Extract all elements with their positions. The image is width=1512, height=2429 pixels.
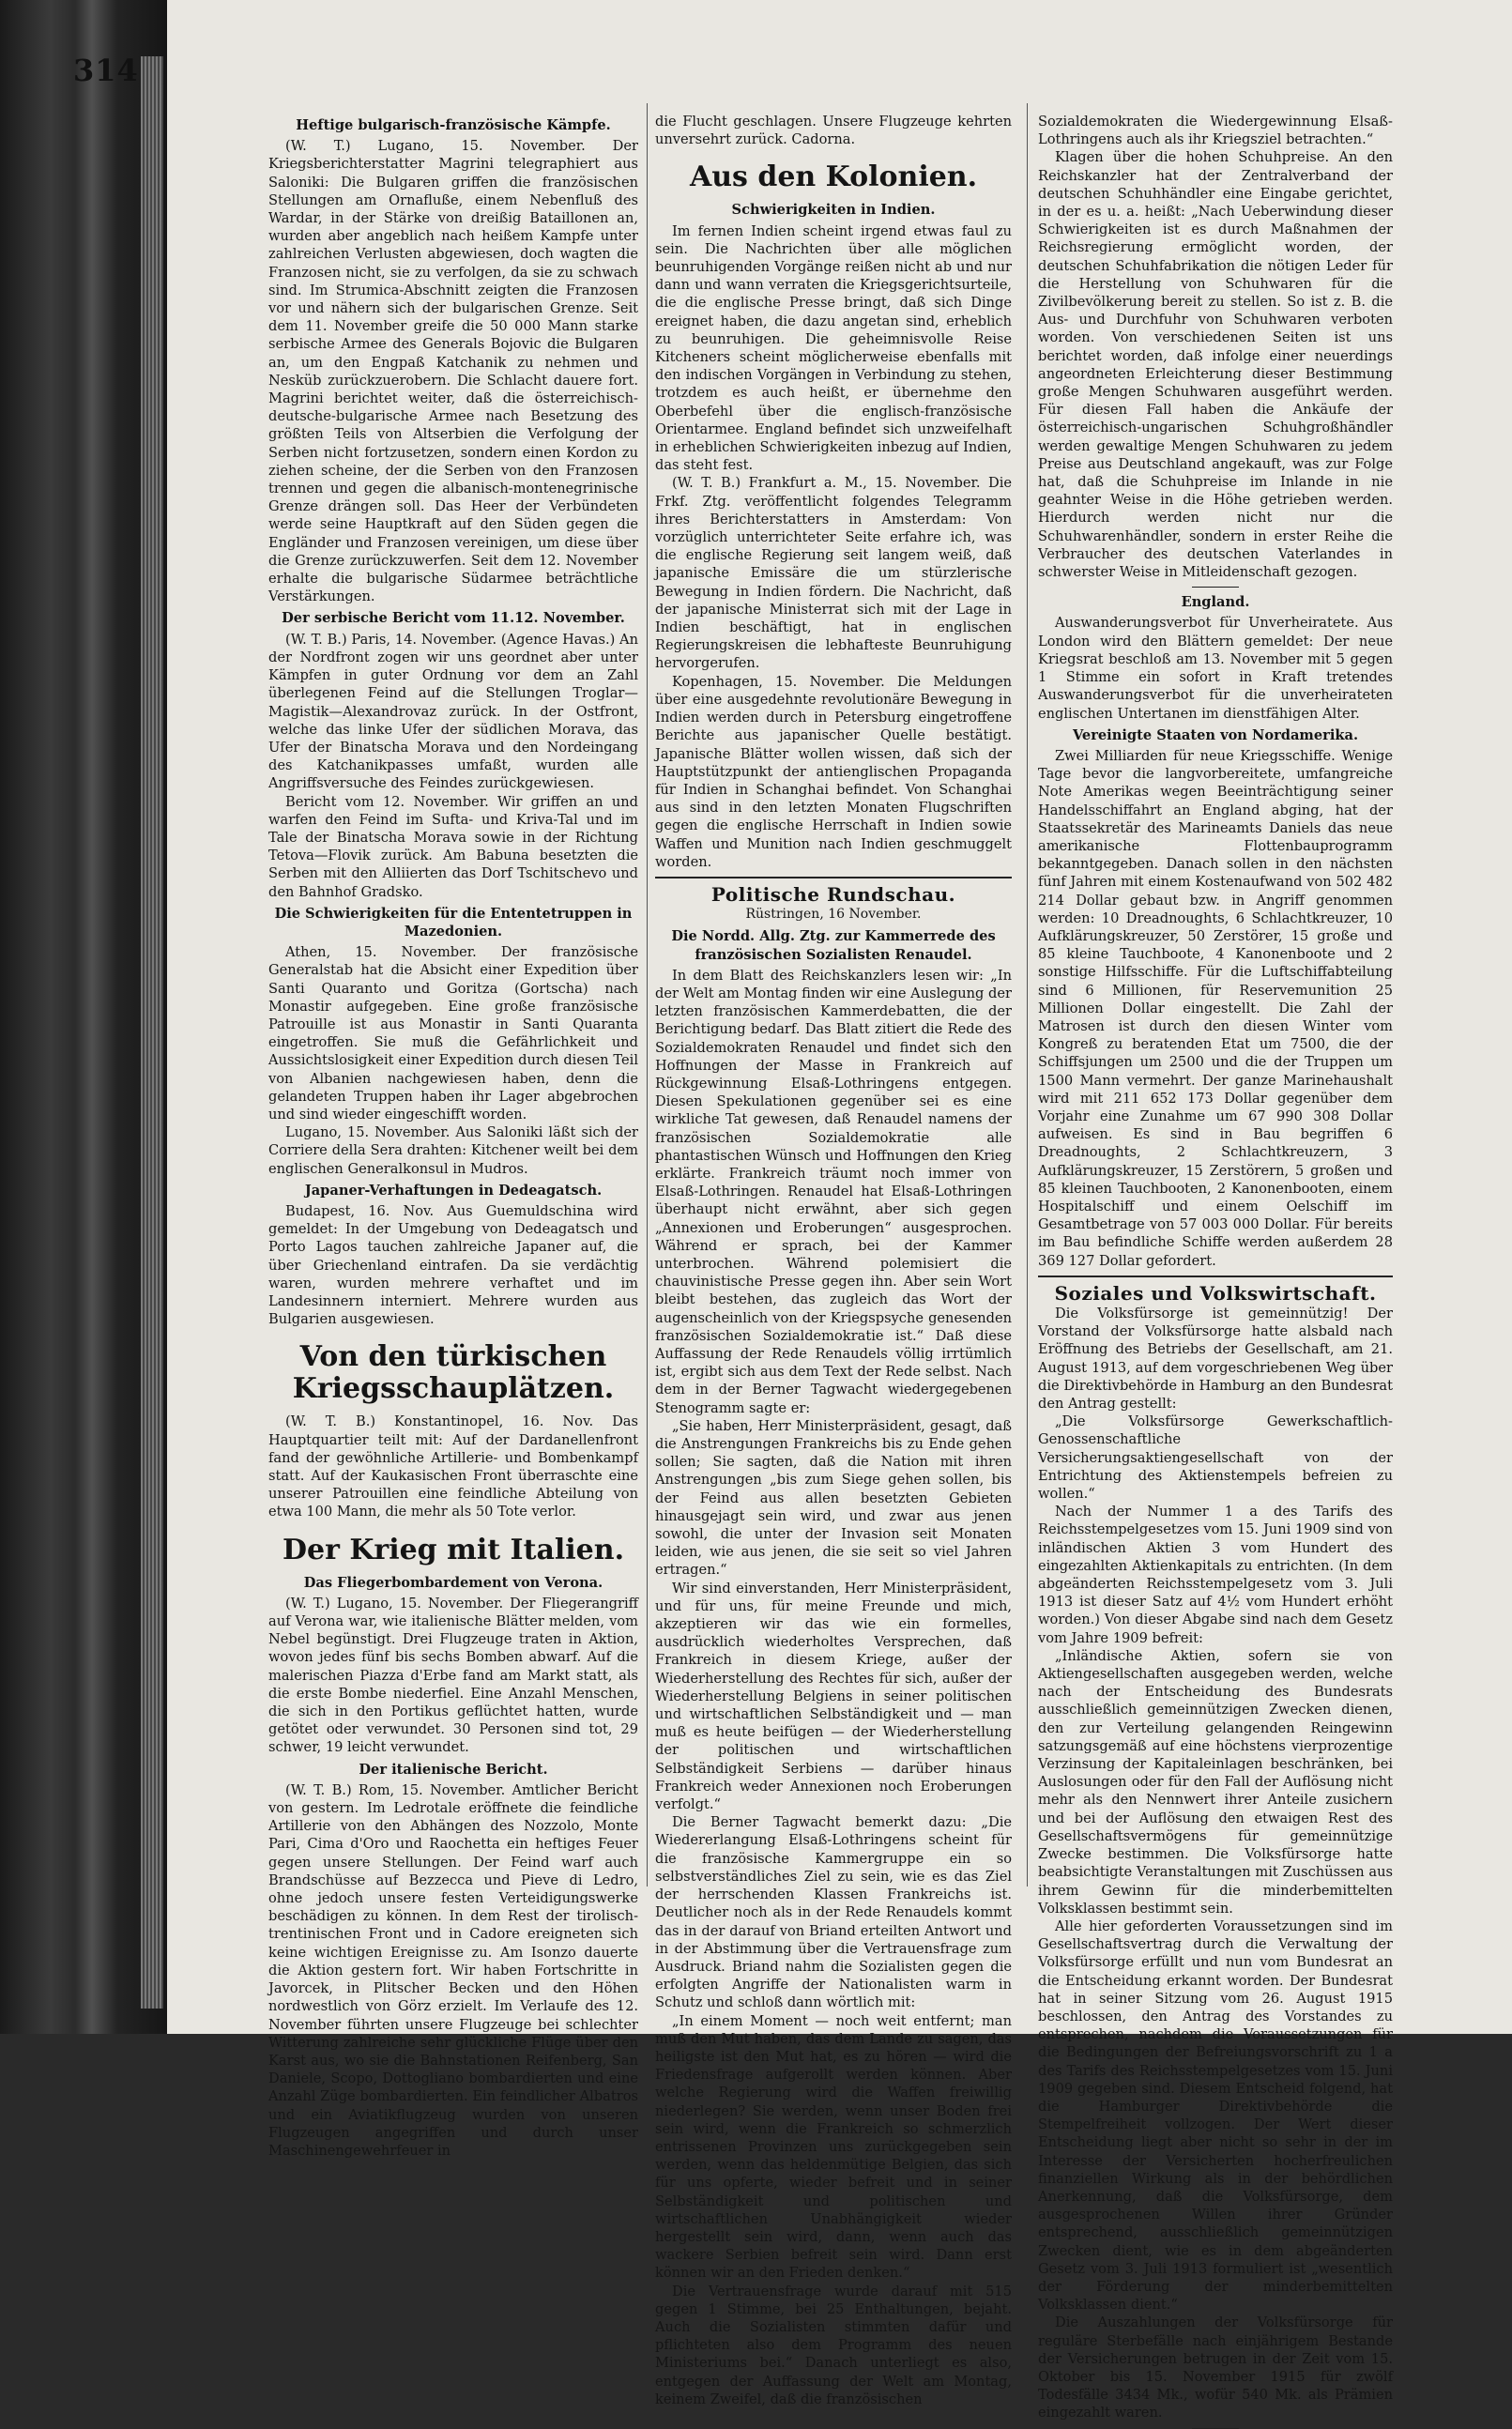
article-paragraph: (W. T. B.) Rom, 15. November. Amtlicher Bericht von gestern. Im Ledrotale eröffnete die feindliche Artillerie von den Abhängen des Nozzolo, Monte Pari, Cima d'Oro und Raochetta ein heftiges Feuer gegen unsere Stellungen. Der Feind warf auch Brandschüsse auf Bezzecca und Pieve di Ledro, ohne jedoch unsere festen Verteidigungswerke beschädigen zu können. In dem Rest der tirolisch-trentinischen Front und in Cadore ereigneten sich keine wichtigen Ereignisse zu. Am Isonzo dauerte die Aktion gestern fort. Wir haben Fortschritte in Javorcek, in Plitscher Becken und den Höhen nordwestlich von Görz erzielt. Im Verlaufe des 12. November führten unsere Flugzeuge bei schlechter Witterung zahlreiche sehr glückliche Flüge über den Karst aus, wo sie die Bahnstationen Reifenberg, San Daniele, Scopo, Dottogliano bombardierten und eine Anzahl Züge bombardierten. Ein feindlicher Albatros und ein Aviatikflugzeug wurden von unseren Flugzeugen angegriffen und durch unser Maschinengewehrfeuer in — [268, 1781, 638, 2159]
article-paragraph: die Flucht geschlagen. Unsere Flugzeuge kehrten unversehrt zurück. Cadorna. — [655, 114, 1012, 148]
article-paragraph: Die Auszahlungen der Volksfürsorge für reguläre Sterbefälle nach einjährigem Bestande der Versicherungen betrugen in der Zeit vom 15. Oktober bis 15. November 1915 für zwölf Todesfälle 3434 Mk., wofür 540 Mk. als Prämien eingezahlt waren. — [1038, 2314, 1393, 2421]
article-paragraph: (W. T.) Lugano, 15. November. Der Fliegerangriff auf Verona war, wie italienische Blätter melden, vom Nebel begünstigt. Drei Flugzeuge traten in Aktion, wovon jedes fünf bis sechs Bomben abwarf. Auf die malerischen Piazza d'Erbe fand am Markt statt, als die erste Bombe niederfiel. Eine Anzahl Menschen, die sich in den Portikus geflüchtet hatten, wurde getötet oder verwundet. 30 Personen sind tot, 29 schwer, 19 leicht verwundet. — [268, 1595, 638, 1756]
column-1 — [268, 113, 638, 2159]
article-paragraph: Sozialdemokraten die Wiedergewinnung Elsaß-Lothringens auch als ihr Kriegsziel betrachten.“ — [1038, 114, 1393, 148]
headline: England. — [1181, 594, 1250, 611]
headline: Japaner-Verhaftungen in Dedeagatsch. — [304, 1182, 603, 1199]
section-divider — [1038, 1276, 1393, 1277]
newspaper-page — [73, 0, 1512, 2421]
article-paragraph: (W. T. B.) Frankfurt a. M., 15. November. Die Frkf. Ztg. veröffentlicht folgendes Telegramm ihres Berichterstatters in Amsterdam: Von vorzüglich unterrichteter Seite erfahre ich, was die englische Regierung seit langem weiß, daß japanische Emissäre die um stürzlerische Bewegung in Indien fördern. Die Nachricht, daß der japanische Ministerrat sich mit der Lage in Indien beschäftigt, hat in englischen Regierungskreisen die lebhafteste Beunruhigung hervorgerufen. — [655, 475, 1012, 672]
headline: Die Nordd. Allg. Ztg. zur Kammerrede des französischen Sozialisten Renaudel. — [671, 928, 996, 963]
section-title: Von den türkischen Kriegsschauplätzen. — [292, 1340, 615, 1406]
article-paragraph: Bericht vom 12. November. Wir griffen an und warfen den Feind im Sufta- und Kriva-Tal und im Tale der Binatscha Morava sowie in der Richtung Tetova—Flovik zurück. Am Babuna besetzten die Serben mit den Alliierten das Dorf Tschitschevo und den Bahnhof Gradsko. — [268, 793, 638, 900]
article-paragraph: Budapest, 16. Nov. Aus Guemuldschina wird gemeldet: In der Umgebung von Dedeagatsch und Porto Lagos tauchen zahlreiche Japaner auf, die über Griechenland eintrafen. Da sie verdächtig waren, wurden mehrere verhaftet und im Landesinnern interniert. Mehrere wurden aus Bulgarien ausgewiesen. — [268, 1202, 638, 1328]
headline: Vereinigte Staaten von Nordamerika. — [1072, 726, 1359, 743]
headline: Schwierigkeiten in Indien. — [731, 202, 936, 219]
article-paragraph: „Inländische Aktien, sofern sie von Aktiengesellschaften ausgegeben werden, welche nach der Entscheidung des Bundesrats ausschließlich gemeinnützigen Zwecken dienen, den zur Verteilung gelangenden Reingewinn satzungsgemäß auf eine höchstens vierprozentige Verzinsung der Kapitaleinlagen beschränken, bei Auslosungen oder für den Fall der Auflösung nicht mehr als den Nennwert ihrer Anteile zusichern und bei der Auflösung den etwaigen Rest des Gesellschaftsvermögens für gemeinnützige Zwecke bestimmen. Die Volksfürsorge hatte beabsichtigte Veranstaltungen mit Zuschüssen aus ihrem Gewinn für die minderbemittelten Volksklassen bestimmt sein. — [1038, 1647, 1393, 1917]
article-paragraph: „Die Volksfürsorge Gewerkschaftlich-Genossenschaftliche Versicherungsaktiengesellschaft von der Entrichtung des Aktienstempels befreien zu wollen.“ — [1038, 1413, 1393, 1503]
headline: Der italienische Bericht. — [359, 1761, 548, 1778]
divider — [1192, 2428, 1239, 2429]
column-3 — [1038, 113, 1393, 2421]
article-paragraph: Auswanderungsverbot für Unverheiratete. Aus London wird den Blättern gemeldet: Der neue Kriegsrat beschloß am 13. November mit 5 gegen 1 Stimme ein sofort in Kraft tretendes Auswanderungsverbot für die unverheirateten englischen Untertanen im dienstfähigen Alter. — [1038, 615, 1393, 722]
article-paragraph: Nach der Nummer 1 a des Tarifs des Reichsstempelgesetzes vom 15. Juni 1909 sind von inländischen Aktien 3 vom Hundert des eingezahlten Aktienkapitals zu entrichten. (In dem abgeänderten Reichsstempelgesetz vom 3. Juli 1913 ist dieser Satz auf 4½ vom Hundert erhöht worden.) Von dieser Abgabe sind nach dem Gesetz vom Jahre 1909 befreit: — [1038, 1504, 1393, 1646]
column-rule — [647, 103, 648, 1887]
divider — [1192, 587, 1239, 588]
article-paragraph: Athen, 15. November. Der französische Generalstab hat die Absicht einer Expedition über Santi Quaranto und Goritza (Gortscha) nach Monastir aufgegeben. Eine große französische Patrouille ist aus Monastir in Santi Quaranta eingetroffen. Sie muß die Gefährlichkeit und Aussichtslosigkeit einer Expedition durch diesen Teil von Albanien nachgewiesen haben, denn die gelandeten Truppen haben ihr Lager abgebrochen und sind wieder eingeschifft worden. — [268, 944, 638, 1123]
article-paragraph: Die Berner Tagwacht bemerkt dazu: „Die Wiedererlangung Elsaß-Lothringens scheint für die französische Kammergruppe ein so selbstverständliches Ziel zu sein, wie es das Ziel der herrschenden Klassen Frankreichs ist. Deutlicher noch als in der Rede Renaudels kommt das in der darauf von Briand erteilten Antwort und in der Abstimmung über die Vertrauensfrage zum Ausdruck. Briand nahm die Sozialisten gegen die erfolgten Angriffe der Nationalisten warm in Schutz und schloß dann wörtlich mit: — [655, 1814, 1012, 2011]
headline: Das Fliegerbombardement von Verona. — [303, 1574, 603, 1591]
article-paragraph: Die Vertrauensfrage wurde darauf mit 515 gegen 1 Stimme, bei 25 Enthaltungen, bejaht. Auch die Sozialisten stimmten dafür und pflichteten also dem Programm des neuen Ministeriums bei.“ Danach unterliegt es also, entgegen der Auffassung der Welt am Montag, keinem Zweifel, daß die französischen — [655, 2283, 1012, 2407]
column-2 — [655, 113, 1012, 2407]
column-rule — [1027, 103, 1028, 1887]
article-paragraph: (W. T. B.) Konstantinopel, 16. Nov. Das Hauptquartier teilt mit: Auf der Dardanellenfront fand der gewöhnliche Artillerie- und Bombenkampf statt. Auf der Kaukasischen Front überraschte eine unserer Patrouillen eine feindliche Abteilung von etwa 100 Mann, die mehr als 50 Tote verlor. — [268, 1413, 638, 1520]
article-paragraph: Im fernen Indien scheint irgend etwas faul zu sein. Die Nachrichten über alle möglichen beunruhigenden Vorgänge reißen nicht ab und nur dann und wann verraten die Kriegsgerichtsurteile, die die englische Presse bringt, daß sich Dinge ereignet haben, die dazu angetan sind, erheblich zu beunruhigen. Die geheimnisvolle Reise Kitcheners scheint möglicherweise ebenfalls mit den indischen Vorgängen in Verbindung zu stehen, trotzdem es auch heißt, er übernehme den Oberbefehl über die englisch-französische Orientarmee. England befindet sich unzweifelhaft in erheblichen Schwierigkeiten inbezug auf Indien, das steht fest. — [655, 222, 1012, 474]
section-divider — [655, 877, 1012, 878]
article-paragraph: „Sie haben, Herr Ministerpräsident, gesagt, daß die Anstrengungen Frankreichs bis zu Ende gehen sollen; Sie sagten, daß die Nation mit ihren Anstrengungen „bis zum Siege gehen sollen, bis der Feind aus allen besetzten Gebieten hinausgejagt sein wird, und zwar aus jenen sowohl, die unter der Invasion seit Monaten leiden, wie aus jenen, die sie seit so viel Jahren ertragen.“ — [655, 1417, 1012, 1579]
section-title: Aus den Kolonien. — [689, 160, 978, 194]
page-edges — [141, 56, 163, 2009]
section-title: Soziales und Volkswirtschaft. — [1054, 1281, 1377, 1305]
article-paragraph: In dem Blatt des Reichskanzlers lesen wir: „In der Welt am Montag finden wir eine Auslegung der letzten französischen Kammerdebatten, die der Berichtigung bedarf. Das Blatt zitiert die Rede des Sozialdemokraten Renaudel und findet sich den Hoffnungen der Masse in Frankreich auf Rückgewinnung Elsaß-Lothringens entgegen. Diesen Spekulationen gegenüber sei es eine wirkliche Tat gewesen, daß Renaudel namens der französischen Sozialdemokratie alle phantastischen Wünsch und Hoffnungen den Krieg erklärte. Frankreich träumt noch immer von Elsaß-Lothringen. Renaudel hat Elsaß-Lothringen überhaupt nicht erwähnt, aber sich gegen „Annexionen und Eroberungen“ ausgesprochen. Während er sprach, bei der Kammer unterbrochen. Während polemisiert die chauvinistische Presse gegen ihn. Aber sein Wort bleibt bestehen, das zugleich das Wort der augenscheinlich von der Kriegspsyche genesenden französischen Sozialdemokratie ist.“ Daß diese Auffassung der Rede Renaudels völlig irrtümlich ist, ergibt sich aus dem Text der Rede selbst. Nach dem in der Berner Tagwacht wiedergegebenen Stenogramm sagte er: — [655, 967, 1012, 1416]
article-paragraph: (W. T.) Lugano, 15. November. Der Kriegsberichterstatter Magrini telegraphiert aus Saloniki: Die Bulgaren griffen die französischen Stellungen am Ornafluße, einem Nebenfluß des Wardar, in der Stärke von dreißig Bataillonen an, wurden aber angeblich nach heißem Kampfe unter zahlreichen Verlusten abgewiesen, doch wagten die Franzosen nicht, sie zu verfolgen, da sie zu schwach sind. Im Strumica-Abschnitt zeigten die Franzosen vor und nähern sich der bulgarischen Grenze. Seit dem 11. November greife die 50 000 Mann starke serbische Armee des Generals Bojovic die Bulgaren an, um den Engpaß Katchanik zu nehmen und Nesküb zurückzuerobern. Die Schlacht dauere fort. Magrini berichtet weiter, daß die österreichisch-deutsche-bulgarische Armee nach Besetzung des größten Teils von Altserbien die Verfolgung der Serben nicht fortzusetzen, sondern einen Kordon zu ziehen scheine, der die Serben von den Franzosen trennen und gegen die albanisch-montenegrinische Grenze drängen soll. Das Heer der Verbündeten werde seine Hauptkraft auf den Süden gegen die Engländer und Franzosen vereinigen, um diese über die Grenze zurückzuwerfen. Seit dem 12. November erhalte die bulgarische Südarmee beträchtliche Verstärkungen. — [268, 138, 638, 605]
article-paragraph: „In einem Moment — noch weit entfernt; man muß den Mut haben, das dem Lande zu sagen, das heiligste ist den Mut hat, es zu hören — wird die Friedensfrage aufgerollt werden können. Aber welche Regierung wird die Waffen freiwillig niederlegen? Sie werden, wenn unser Boden frei sein wird, wenn die Frankreich so schmerzlich entrissenen Provinzen uns zurückgegeben sein werden, wenn das heldenmütige Belgien, das sich für uns opferte, wieder befreit und in seiner Selbständigkeit und politischen und wirtschaftlichen Unabhängigkeit wieder hergestellt sein wird, dann, wenn auch das wackere Serbien befreit sein wird. Dann erst können wir an den Frieden denken.“ — [655, 2012, 1012, 2282]
section-title: Politische Rundschau. — [710, 882, 956, 906]
article-paragraph: (W. T. B.) Paris, 14. November. (Agence Havas.) An der Nordfront zogen wir uns geordnet aber unter Kämpfen in guter Ordnung vor dem an Zahl überlegenen Feind auf die Stellungen Troglar—Magistik—Alexandrovaz zurück. In der Ostfront, welche das linke Ufer der südlichen Morava, das Ufer der Binatscha Morava und den Nordeingang des Katchanikpasses umfaßt, wurden alle Angriffsversuche des Feindes zurückgewiesen. — [268, 631, 638, 792]
article-paragraph: Zwei Milliarden für neue Kriegsschiffe. Wenige Tage bevor die langvorbereitete, umfangreiche Note Amerikas wegen Beeinträchtigung seiner Handelsschiffahrt an England abging, hat der Staatssekretär des Marineamts Daniels das neue amerikanische Flottenbauprogramm bekanntgegeben. Danach sollen in den nächsten fünf Jahren mit einem Kostenaufwand von 502 482 214 Dollar gebaut bzw. in Angriff genommen werden: 10 Dreadnoughts, 6 Schlachtkreuzer, 10 Aufklärungskreuzer, 50 Zerstörer, 15 große und 85 kleine Tauchboote, 4 Kanonenboote und 2 sonstige Hilfsschiffe. Für die Luftschiffabteilung sind 6 Millionen, für Reservemunition 25 Millionen Dollar eingestellt. Die Zahl der Matrosen ist durch den diesen Winter vom Kongreß zu beratenden Etat um 7500, die der Schiffsjungen um 2500 und die der Truppen um 1500 Mann vermehrt. Der ganze Marinehaushalt wird mit 211 652 173 Dollar gegenüber dem Vorjahr eine Zunahme um 67 990 308 Dollar aufweisen. Es sind in Bau begriffen 6 Dreadnoughts, 2 Schlachtkreuzern, 3 Aufklärungskreuzer, 15 Zerstörern, 5 großen und 85 kleinen Tauchbooten, 2 Kanonenbooten, einem Hospitalschiff und einem Oelschiff im Gesamtbetrage von 57 003 000 Dollar. Für bereits im Bau befindliche Schiffe werden außerdem 28 369 127 Dollar gefordert. — [1038, 747, 1393, 1269]
headline: Der serbische Bericht vom 11.12. November. — [282, 610, 625, 627]
article-paragraph: Lugano, 15. November. Aus Saloniki läßt sich der Corriere della Sera drahten: Kitchener weilt bei dem englischen Generalkonsul in Mudros. — [268, 1124, 638, 1177]
dateline: Rüstringen, 16 November. — [745, 907, 922, 923]
article-paragraph: Alle hier geforderten Voraussetzungen sind im Gesellschaftsvertrag durch die Verwaltung der Volksfürsorge erfüllt und nun vom Bundesrat an die Entscheidung erkannt worden. Der Bundesrat hat in seiner Sitzung vom 26. August 1915 beschlossen, den Antrag des Vorstandes zu entsprechen, nachdem die Voraussetzungen für die Bedingungen der Befreiungsvorschrift zu 1 a des Tarifs des Reichsstempelgesetzes vom 15. Juni 1909 gegeben sind. Diesem Entscheid folgend, hat die Hamburger Direktivbehörde die Stempelfreiheit vollzogen. Der Wert dieser Entscheidung liegt aber nicht so sehr in der im Interesse der Versicherten hocherfreulichen finanziellen Wirkung als in der behördlichen Anerkennung, daß die Volksfürsorge, dem ausgesprochenen Willen ihrer Gründer entsprechend, ausschließlich gemeinnützigen Zwecken dient, wie es in dem abgeänderten Gesetz vom 3. Juli 1913 formuliert ist „wesentlich der Förderung der minderbemittelten Volksklassen dient.“ — [1038, 1917, 1393, 2314]
article-paragraph: Kopenhagen, 15. November. Die Meldungen über eine ausgedehnte revolutionäre Bewegung in Indien werden durch in Petersburg eingetroffene Berichte aus japanischer Quelle bestätigt. Japanische Blätter wollen wissen, daß sich der Hauptstützpunkt der antienglischen Propaganda für Indien in Schanghai befindet. Von Schanghai aus sind in den letzten Monaten Flugschriften gegen die englische Herrschaft in Indien sowie Waffen und Munition nach Indien geschmuggelt worden. — [655, 673, 1012, 870]
page-number: 314 — [73, 53, 139, 88]
headline: Die Schwierigkeiten für die Ententetruppen in Mazedonien. — [274, 905, 633, 940]
headline: Heftige bulgarisch-französische Kämpfe. — [296, 117, 611, 133]
article-paragraph: Die Volksfürsorge ist gemeinnützig! Der Vorstand der Volksfürsorge hatte alsbald nach Eröffnung des Betriebs der Gesellschaft, am 21. August 1913, auf dem vorgeschriebenen Weg über die Direktivbehörde in Hamburg an den Bundesrat den Antrag gestellt: — [1038, 1306, 1393, 1413]
article-paragraph: Klagen über die hohen Schuhpreise. An den Reichskanzler hat der Zentralverband der deutschen Schuhhändler eine Eingabe gerichtet, in der es u. a. heißt: „Nach Ueberwindung dieser Schwierigkeiten ist es durch Maßnahmen der Reichsregierung ermöglicht worden, der deutschen Schuhfabrikation die nötigen Leder für die Herstellung von Schuhwaren für die Zivilbevölkerung bereit zu stellen. So ist z. B. die Aus- und Durchfuhr von Schuhwaren verboten worden. Von verschiedenen Seiten ist uns berichtet worden, daß infolge einer neuerdings angeordneten Erleichterung dieser Bestimmung große Mengen Schuhwaren ausgeführt werden. Für diesen Fall haben die Ankäufe der österreichisch-ungarischen Schuhgroßhändler werden gewaltige Mengen Schuhwaren zu jedem Preise aus Deutschland angekauft, was zur Folge hat, daß die Schuhpreise im Inlande in nie geahnter Weise in die Höhe getrieben werden. Hierdurch werden nicht nur die Schuhwarenhändler, sondern in erster Reihe die Verbraucher des deutschen Vaterlandes in schwerster Weise in Mitleidenschaft gezogen. — [1038, 149, 1393, 581]
article-paragraph: Wir sind einverstanden, Herr Ministerpräsident, und für uns, für meine Freunde und mich, akzeptieren wir das wie ein formelles, ausdrücklich wiederholtes Versprechen, daß Frankreich in diesem Kriege, außer der Wiederherstellung des Rechtes für sich, außer der Wiederherstellung Belgiens in seiner politischen und wirtschaftlichen Selbständigkeit und — man muß es heute beifügen — der Wiederherstellung der politischen und wirtschaftlichen Selbständigkeit Serbiens — darüber hinaus Frankreich weder Annexionen noch Eroberungen verfolgt.“ — [655, 1580, 1012, 1813]
section-title: Der Krieg mit Italien. — [282, 1533, 625, 1566]
